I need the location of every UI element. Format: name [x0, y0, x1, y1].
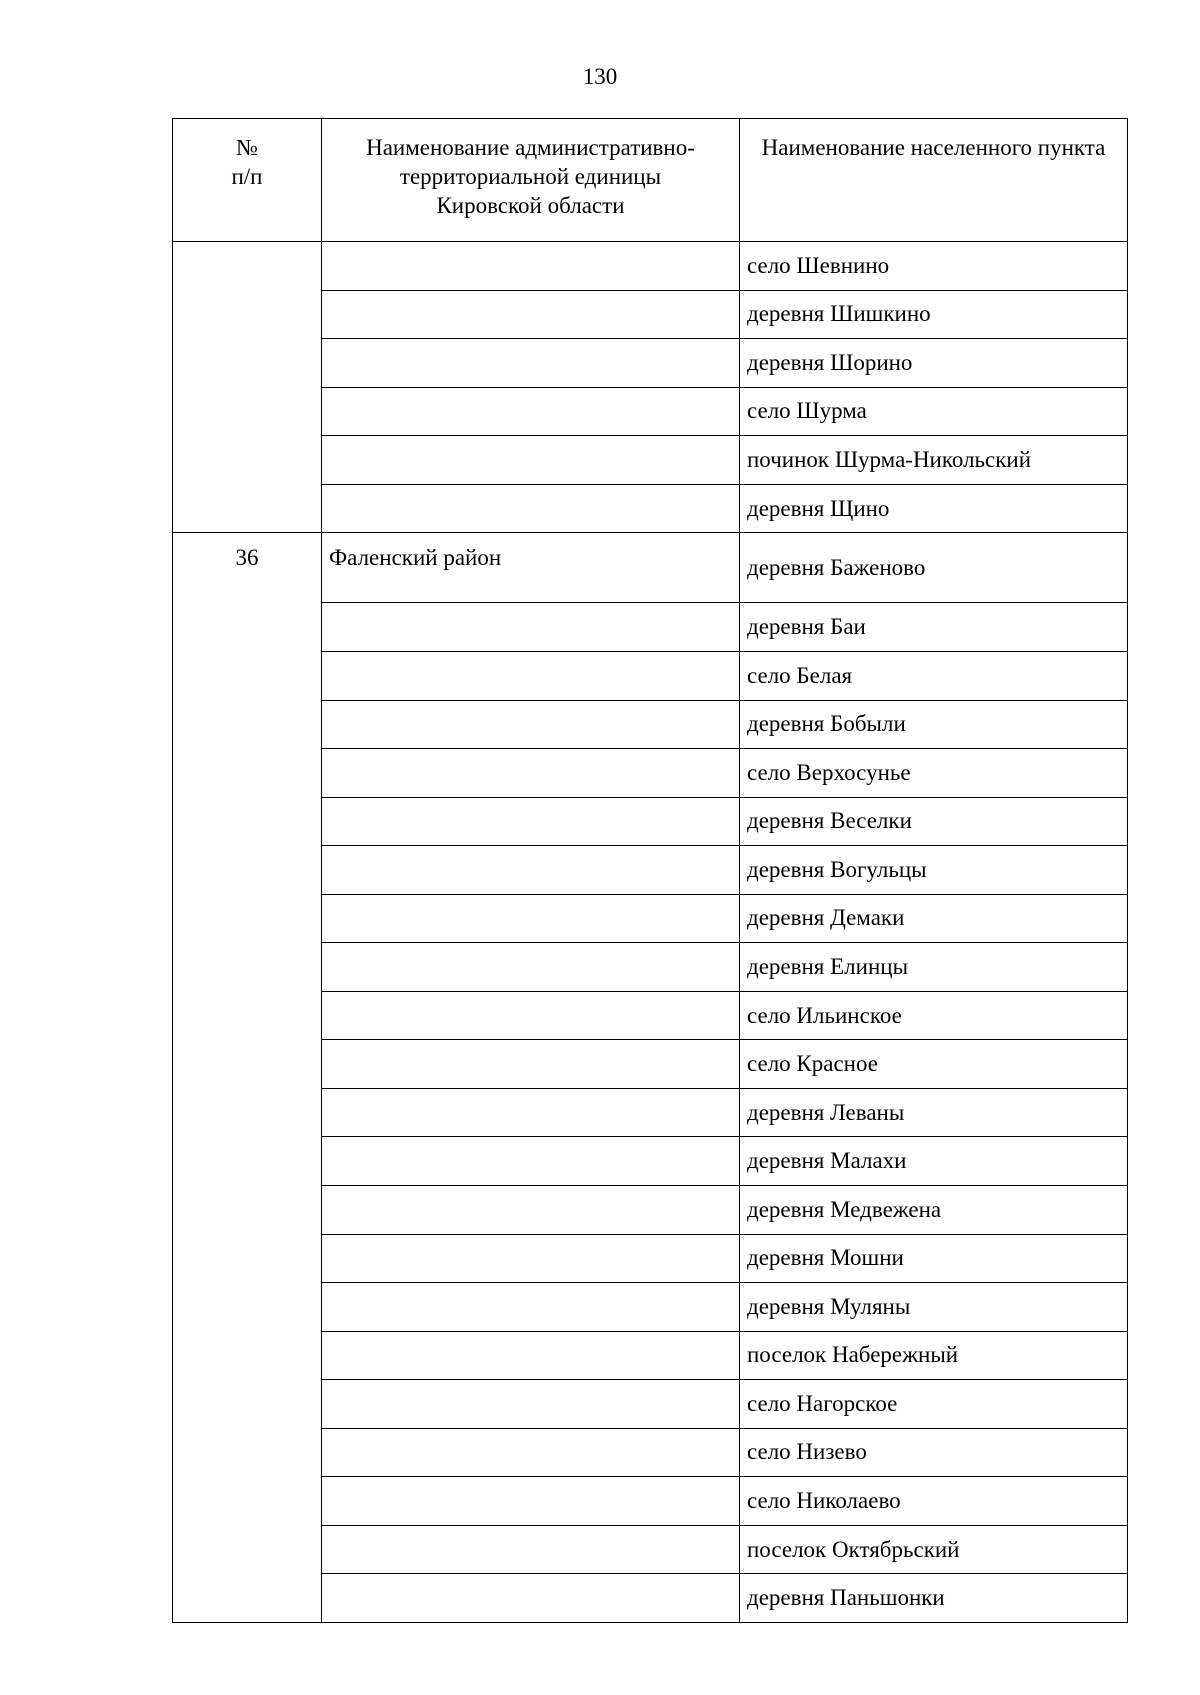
settlement-name: село Белая [740, 651, 1128, 700]
admin-unit-empty-cell [322, 1574, 740, 1623]
admin-unit-empty-cell [322, 339, 740, 388]
admin-unit-empty-cell [322, 651, 740, 700]
settlement-name: село Красное [740, 1040, 1128, 1089]
settlement-name: деревня Паньшонки [740, 1574, 1128, 1623]
admin-unit-empty-cell [322, 1428, 740, 1477]
admin-unit-empty-cell [322, 436, 740, 485]
admin-unit-empty-cell [322, 1234, 740, 1283]
settlement-name: деревня Елинцы [740, 943, 1128, 992]
admin-unit-empty-cell [322, 700, 740, 749]
settlement-name: поселок Набережный [740, 1331, 1128, 1380]
settlement-name: село Ильинское [740, 991, 1128, 1040]
header-admin-line1: Наименование административно- [366, 135, 695, 160]
admin-unit-empty-cell [322, 991, 740, 1040]
table-header-row [173, 119, 1128, 242]
settlement-name: деревня Леваны [740, 1088, 1128, 1137]
settlement-name: деревня Баи [740, 603, 1128, 652]
settlement-name: село Нагорское [740, 1380, 1128, 1429]
admin-unit-empty-cell [322, 1380, 740, 1429]
settlement-name: село Низево [740, 1428, 1128, 1477]
settlement-name: деревня Баженово [740, 533, 1128, 603]
header-number [173, 119, 322, 242]
row-number: 36 [173, 533, 322, 1623]
admin-unit-empty-cell [322, 1525, 740, 1574]
settlement-name: поселок Октябрьский [740, 1525, 1128, 1574]
admin-unit-empty-cell [322, 1477, 740, 1526]
settlement-name: деревня Малахи [740, 1137, 1128, 1186]
header-admin-unit [322, 119, 740, 242]
admin-unit-empty-cell [322, 484, 740, 533]
admin-unit-empty-cell [322, 1040, 740, 1089]
settlement-name: деревня Щино [740, 484, 1128, 533]
admin-unit-empty-cell [322, 1088, 740, 1137]
settlement-name: деревня Медвежена [740, 1185, 1128, 1234]
admin-unit-empty-cell [322, 846, 740, 895]
settlement-name: деревня Шишкино [740, 290, 1128, 339]
settlement-name: деревня Мошни [740, 1234, 1128, 1283]
header-admin-line2: территориальной единицы [399, 164, 662, 189]
admin-unit-empty-cell [322, 1331, 740, 1380]
admin-unit-empty-cell [322, 603, 740, 652]
admin-unit-empty-cell [322, 290, 740, 339]
settlement-name: деревня Бобыли [740, 700, 1128, 749]
settlement-name: починок Шурма-Никольский [740, 436, 1128, 485]
settlement-name: деревня Демаки [740, 894, 1128, 943]
admin-unit-name: Фаленский район [322, 533, 740, 603]
header-settlement: Наименование населенного пункта [740, 119, 1128, 242]
admin-unit-name [322, 242, 740, 291]
settlement-name: село Шурма [740, 387, 1128, 436]
settlement-name: село Николаево [740, 1477, 1128, 1526]
header-number-line2: п/п [231, 164, 263, 189]
admin-unit-empty-cell [322, 749, 740, 798]
table-body [173, 242, 1128, 1623]
admin-unit-empty-cell [322, 1137, 740, 1186]
settlement-name: деревня Веселки [740, 797, 1128, 846]
admin-unit-empty-cell [322, 1185, 740, 1234]
admin-unit-empty-cell [322, 943, 740, 992]
settlement-name: деревня Вогульцы [740, 846, 1128, 895]
admin-unit-empty-cell [322, 1283, 740, 1332]
settlement-name: село Верхосунье [740, 749, 1128, 798]
row-number [173, 242, 322, 533]
header-number-line1: № [236, 135, 258, 160]
header-admin-line3: Кировской области [436, 193, 625, 218]
settlement-name: село Шевнино [740, 242, 1128, 291]
settlements-table [172, 118, 1128, 1623]
admin-unit-empty-cell [322, 387, 740, 436]
admin-unit-empty-cell [322, 894, 740, 943]
table-row [173, 242, 1128, 291]
admin-unit-empty-cell [322, 797, 740, 846]
table-row [173, 533, 1128, 603]
settlement-name: деревня Муляны [740, 1283, 1128, 1332]
settlement-name: деревня Шорино [740, 339, 1128, 388]
page-number: 130 [582, 64, 618, 89]
